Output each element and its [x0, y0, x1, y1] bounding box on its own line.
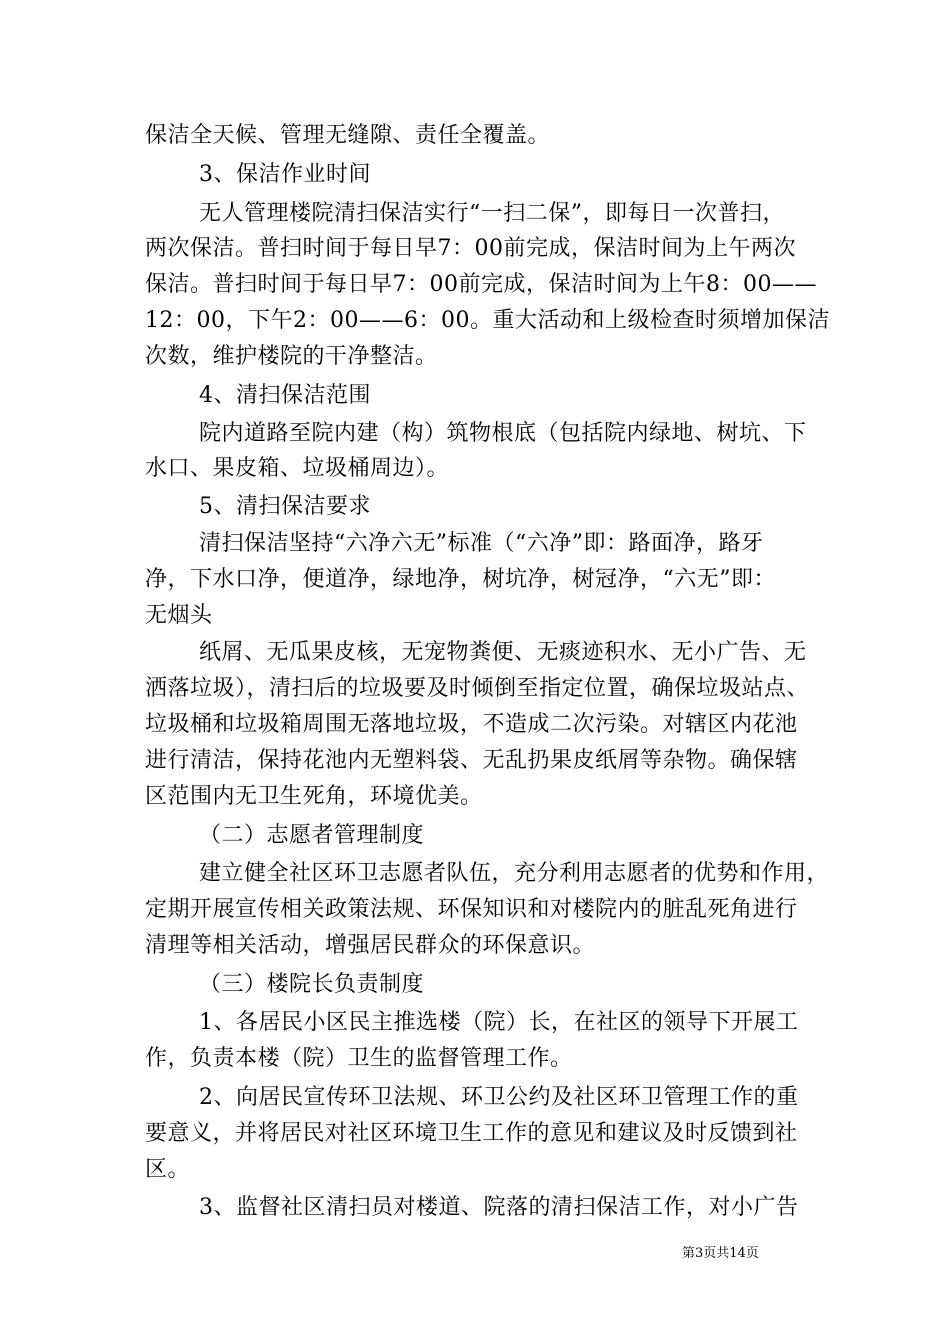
text-line: 要意义，并将居民对社区环境卫生工作的意见和建议及时反馈到社 [145, 1121, 798, 1146]
text-line: 进行清洁，保持花池内无塑料袋、无乱扔果皮纸屑等杂物。确保辖 [145, 748, 798, 773]
text-line: 2、向居民宣传环卫法规、环卫公约及社区环卫管理工作的重 [199, 1085, 799, 1110]
section-heading: （三）楼院长负责制度 [199, 972, 425, 997]
text-line: 净，下水口净，便道净，绿地净，树坑净，树冠净，“六无”即： [145, 567, 776, 592]
text-line: 洒落垃圾），清扫后的垃圾要及时倾倒至指定位置，确保垃圾站点、 [145, 676, 810, 701]
text-line: 院内道路至院内建（构）筑物根底（包括院内绿地、树坑、下 [199, 421, 807, 446]
text-line: 保洁。普扫时间于每日早7：00前完成，保洁时间为上午8：00—— [145, 272, 817, 297]
text-line: 12：00，下午2：00——6：00。重大活动和上级检查时须增加保洁 [145, 308, 830, 333]
text-line: 保洁全天候、管理无缝隙、责任全覆盖。 [145, 123, 551, 148]
text-line: 清理等相关活动，增强居民群众的环保意识。 [145, 933, 596, 958]
section-heading: 5、清扫保洁要求 [199, 494, 371, 519]
text-line: 作，负责本楼（院）卫生的监督管理工作。 [145, 1046, 573, 1071]
text-line: 垃圾桶和垃圾箱周围无落地垃圾，不造成二次污染。对辖区内花池 [145, 712, 798, 737]
text-line: 清扫保洁坚持“六净六无”标准（“六净”即：路面净，路牙 [199, 531, 764, 556]
page-number: 第3页共14页 [682, 1246, 759, 1261]
text-line: 定期开展宣传相关政策法规、环保知识和对楼院内的脏乱死角进行 [145, 897, 798, 922]
text-line: 3、监督社区清扫员对楼道、院落的清扫保洁工作，对小广告 [199, 1195, 799, 1220]
text-line: 水口、果皮箱、垃圾桶周边）。 [145, 456, 450, 481]
section-heading: 3、保洁作业时间 [199, 162, 371, 187]
text-line: 次数，维护楼院的干净整洁。 [145, 344, 438, 369]
text-line: 无烟头 [145, 603, 213, 628]
section-heading: 4、清扫保洁范围 [199, 383, 371, 408]
text-line: 建立健全社区环卫志愿者队伍，充分利用志愿者的优势和作用， [199, 861, 830, 886]
text-line: 无人管理楼院清扫保洁实行“一扫二保”，即每日一次普扫， [199, 201, 785, 226]
text-line: 1、各居民小区民主推选楼（院）长，在社区的领导下开展工 [199, 1010, 799, 1035]
text-line: 纸屑、无瓜果皮核，无宠物粪便、无痰迹积水、无小广告、无 [199, 640, 807, 665]
text-line: 区范围内无卫生死角，环境优美。 [145, 784, 483, 809]
section-heading: （二）志愿者管理制度 [199, 823, 425, 848]
text-line: 两次保洁。普扫时间于每日早7：00前完成，保洁时间为上午两次 [145, 236, 796, 261]
text-line: 区。 [145, 1157, 191, 1182]
